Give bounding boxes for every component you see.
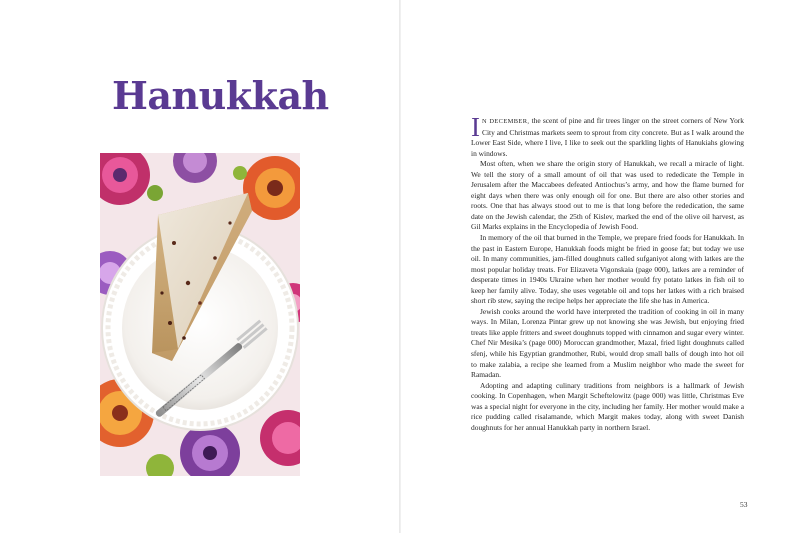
paragraph-2: Most often, when we share the origin story of Hanukkah, we recall a miracle of light. We tell the story of a small amount of oil that was used to rededicate the Temple in Jerusalem after the Maccabees defeated Antiochus’s army, and how the flame burned for eight days when there was only enough oil for one. But there are also other stories and roots. One that has always stood out to me is that long before the rededication, the same date on the Jewish calendar, the 25th of Kislev, marked the end of the olive oil harvest, as Gil Marks explains in the Encyclopedia of Jewish Food. bbox=[471, 159, 744, 232]
lead-in: N DECEMBER, bbox=[482, 118, 530, 125]
body-text bbox=[471, 116, 744, 488]
paragraph-1: I N DECEMBER, the scent of pine and fir trees linger on the street corners of New York City and Christmas markets seem to sprout from city concrete. But as I walk around the Lower East Side, where I live, I like to seek out the sparkling lights of Hanukiahs glowing in windows. bbox=[471, 116, 744, 158]
paragraph-3: In memory of the oil that burned in the Temple, we prepare fried foods for Hanukkah. In the past in Eastern Europe, Hanukkah foods might be fried in goose fat; but today we use oil. In many communities, jam-filled doughnuts called sufganiyot along with latkes are the most popular holiday treats. For Elizaveta Vigonskaia (page 000), latkes are a reminder of desperate times in 1940s Ukraine when her mother would fry potato latkes in fish oil to keep her family alive. Today, she uses vegetable oil and tops her latkes with a rich braised short rib stew, saying the recipe helps her appreciate the life she has in America. bbox=[471, 233, 744, 306]
page-number: 53 bbox=[740, 500, 748, 509]
paragraph-5: Adopting and adapting culinary traditions from neighbors is a hallmark of Jewish cooking. In Copenhagen, when Margit Scheftelowitz (page 000) was little, Christmas Eve was a special night for everyone in the city, including her family. Her mother would make a rice pudding called risalamande, which Margit makes today, along with sweet Danish doughnuts for her annual Hanukkah party in northern Israel. bbox=[471, 380, 744, 432]
drop-cap: I bbox=[471, 116, 480, 142]
chapter-title: Hanukkah bbox=[112, 73, 329, 118]
cheesecake-photo bbox=[100, 153, 300, 476]
paragraph-4: Jewish cooks around the world have interpreted the tradition of cooking in oil in many ways. In Milan, Lorenza Pintar grew up not knowing she was Jewish, but enjoying fried treats like apple fritters and sweet doughnuts topped with cinnamon and sugar every winter. Chef Nir Mesika’s (page 000) Moroccan grandmother, Mazal, fried light doughnuts called sfenj, while his Egyptian grandmother, Rubi, would drop small balls of dough into hot oil to make zalabia, a recipe she learned from a Muslim neighbor who made the sweet for Ramadan. bbox=[471, 306, 744, 380]
